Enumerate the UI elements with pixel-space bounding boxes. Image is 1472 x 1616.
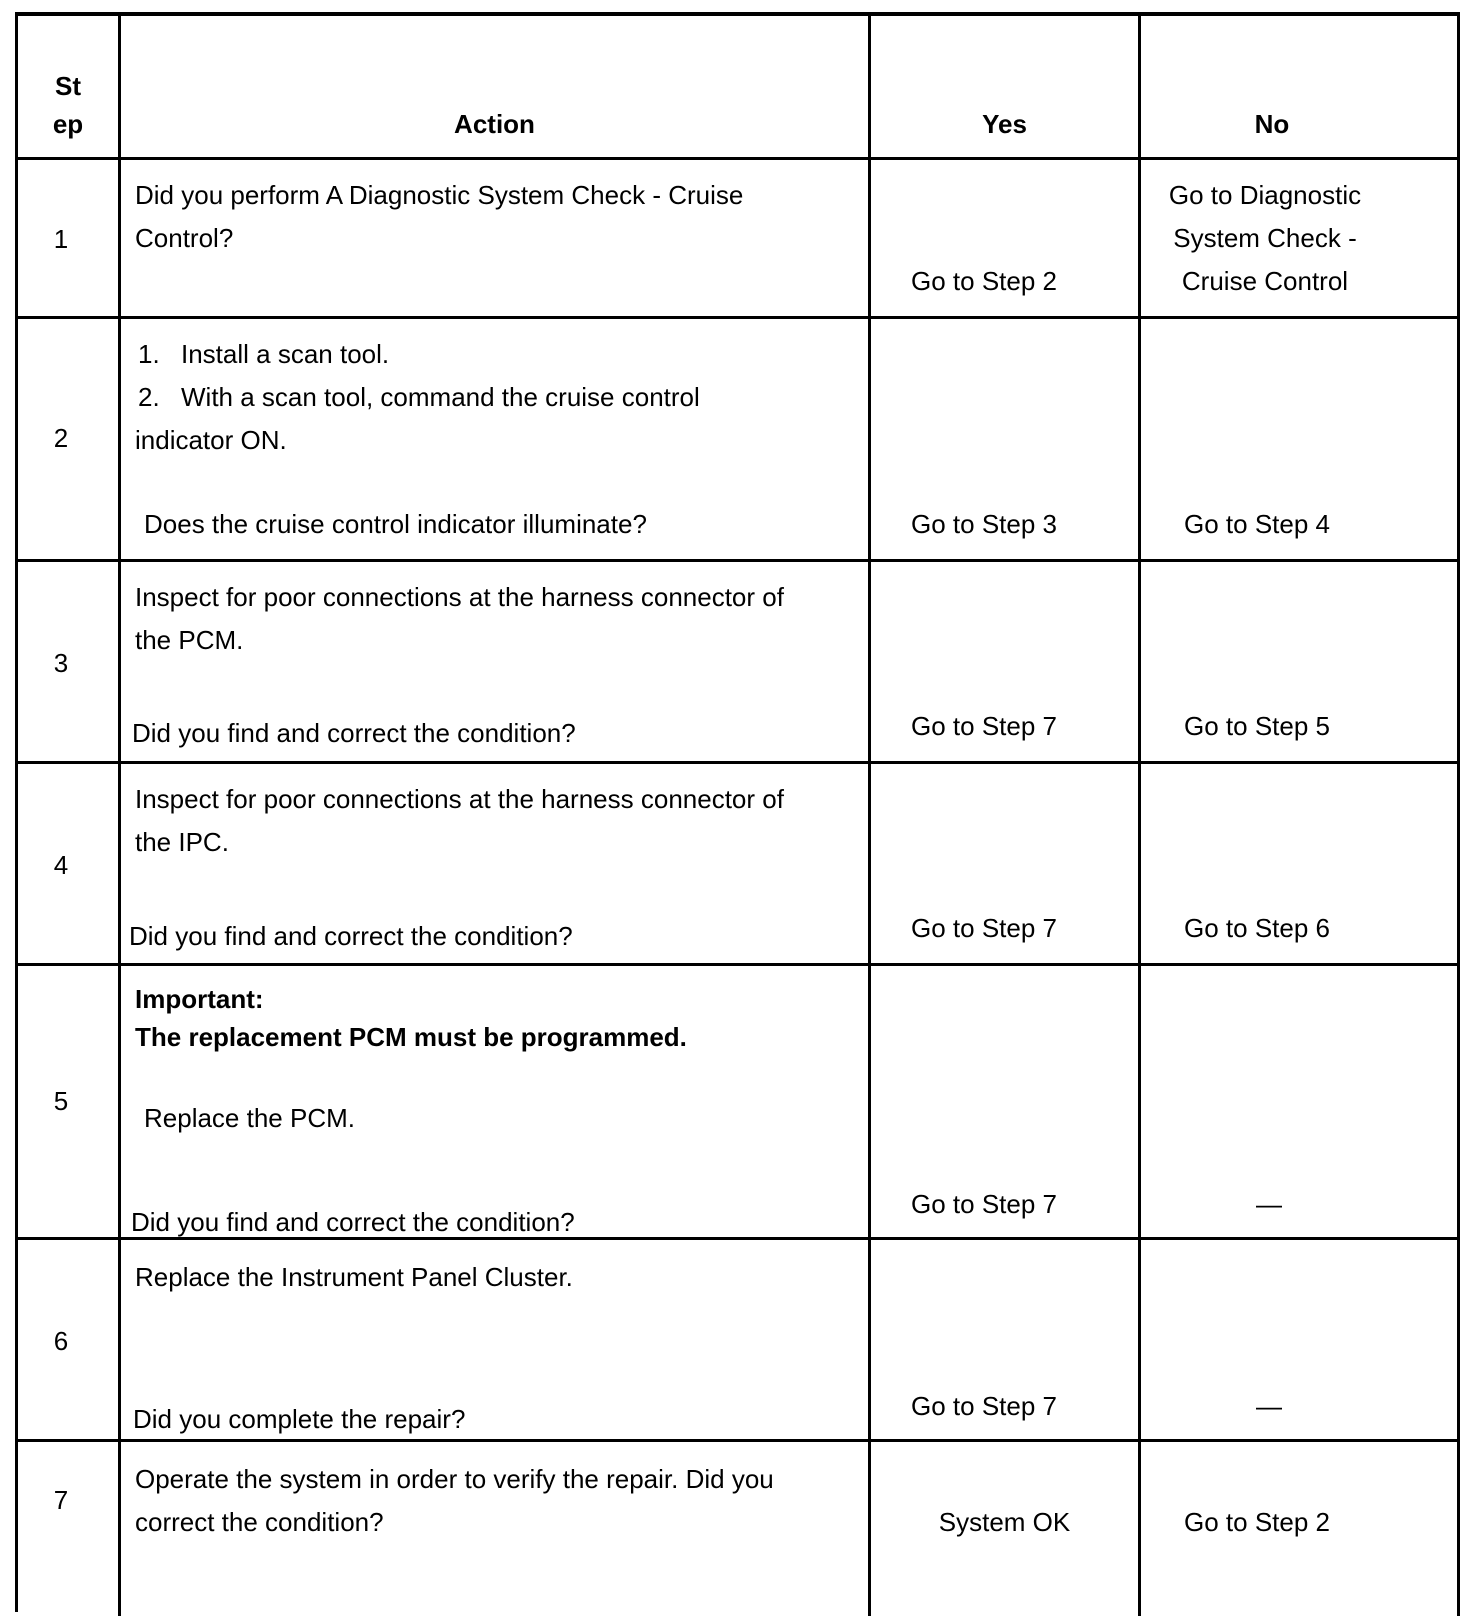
- action-text: Replace the PCM.: [144, 1103, 355, 1133]
- action-cell: [121, 966, 871, 1237]
- yes-cell: [871, 562, 1141, 761]
- no-text-line1: Go to Diagnostic: [1168, 180, 1362, 210]
- step-cell: [18, 160, 121, 316]
- header-step-line1: St: [55, 71, 81, 101]
- table-row-step-1: [18, 160, 1460, 319]
- question-text: Did you find and correct the condition?: [129, 921, 573, 951]
- yes-text: Go to Step 3: [911, 509, 1057, 539]
- action-cell: [121, 562, 871, 761]
- table-row-step-6: [18, 1240, 1460, 1442]
- action-text: Replace the Instrument Panel Cluster.: [135, 1262, 573, 1292]
- step-cell: [18, 562, 121, 761]
- yes-text: Go to Step 7: [911, 711, 1057, 741]
- table-row-step-2: [18, 319, 1460, 562]
- header-yes: Yes: [982, 109, 1027, 139]
- step-cell: [18, 966, 121, 1237]
- list-item-continuation: indicator ON.: [135, 425, 287, 455]
- action-cell: [121, 764, 871, 963]
- step-number: 7: [53, 1485, 69, 1515]
- action-cell: [121, 1442, 871, 1616]
- step-number: 3: [53, 648, 69, 678]
- yes-text: Go to Step 7: [911, 1391, 1057, 1421]
- no-cell: [1141, 1240, 1460, 1439]
- action-text-line1: Inspect for poor connections at the harness connector of: [135, 784, 784, 814]
- yes-cell: [871, 1240, 1141, 1439]
- question-text: Did you find and correct the condition?: [131, 1207, 575, 1237]
- no-text: Go to Step 2: [1184, 1507, 1330, 1537]
- yes-cell: [871, 160, 1141, 316]
- header-action-cell: [121, 16, 871, 157]
- no-cell: [1141, 160, 1460, 316]
- step-number: 4: [53, 850, 69, 880]
- yes-text: Go to Step 7: [911, 1189, 1057, 1219]
- step-cell: [18, 319, 121, 559]
- action-text-line1: Inspect for poor connections at the harness connector of: [135, 582, 784, 612]
- no-text: Go to Step 5: [1184, 711, 1330, 741]
- no-cell: [1141, 319, 1460, 559]
- no-cell: [1141, 1442, 1460, 1616]
- yes-text: System OK: [938, 1507, 1071, 1537]
- header-step-line2: ep: [52, 109, 84, 139]
- no-cell: [1141, 562, 1460, 761]
- yes-cell: [871, 319, 1141, 559]
- step-number: 1: [53, 224, 69, 254]
- action-cell: [121, 1240, 871, 1439]
- step-cell: [18, 764, 121, 963]
- header-no: No: [1254, 109, 1290, 139]
- list-item-number: 1.: [138, 339, 160, 369]
- header-action: Action: [454, 109, 535, 139]
- action-text-line2: Control?: [135, 223, 234, 253]
- step-cell: [18, 1240, 121, 1439]
- no-cell: [1141, 966, 1460, 1237]
- action-text-line2: the PCM.: [135, 625, 244, 655]
- no-text: —: [1256, 1189, 1282, 1219]
- table-row-step-4: [18, 764, 1460, 966]
- important-note: The replacement PCM must be programmed.: [135, 1022, 687, 1052]
- action-text-line2: correct the condition?: [135, 1507, 384, 1537]
- table-row-step-5: [18, 966, 1460, 1240]
- yes-text: Go to Step 7: [911, 913, 1057, 943]
- yes-cell: [871, 966, 1141, 1237]
- step-cell: [18, 1442, 121, 1616]
- table-row-step-7: [18, 1442, 1460, 1616]
- header-no-cell: [1141, 16, 1460, 157]
- action-text-line1: Did you perform A Diagnostic System Check - Cruise: [135, 180, 744, 210]
- action-text-line1: Operate the system in order to verify the repair. Did you: [135, 1464, 774, 1494]
- list-item-text: Install a scan tool.: [181, 339, 390, 369]
- question-text: Did you find and correct the condition?: [132, 718, 576, 748]
- no-text-line2: System Check -: [1173, 223, 1357, 253]
- action-cell: [121, 319, 871, 559]
- no-text: Go to Step 4: [1184, 509, 1330, 539]
- header-yes-cell: [871, 16, 1141, 157]
- important-label: Important:: [135, 984, 264, 1014]
- yes-cell: [871, 764, 1141, 963]
- yes-cell: [871, 1442, 1141, 1616]
- table-header-row: [18, 16, 1460, 160]
- yes-text: Go to Step 2: [911, 266, 1057, 296]
- list-item-number: 2.: [138, 382, 160, 412]
- no-cell: [1141, 764, 1460, 963]
- list-item-text: With a scan tool, command the cruise control: [181, 382, 700, 412]
- step-number: 2: [53, 423, 69, 453]
- no-text-line3: Cruise Control: [1181, 266, 1349, 296]
- question-text: Does the cruise control indicator illuminate?: [144, 509, 647, 539]
- no-text: —: [1256, 1391, 1282, 1421]
- diagnostic-table: [15, 12, 1460, 1612]
- header-step-cell: [18, 16, 121, 157]
- step-number: 6: [53, 1326, 69, 1356]
- table-row-step-3: [18, 562, 1460, 764]
- action-cell: [121, 160, 871, 316]
- action-text-line2: the IPC.: [135, 827, 229, 857]
- no-text: Go to Step 6: [1184, 913, 1330, 943]
- step-number: 5: [53, 1086, 69, 1116]
- question-text: Did you complete the repair?: [133, 1404, 466, 1434]
